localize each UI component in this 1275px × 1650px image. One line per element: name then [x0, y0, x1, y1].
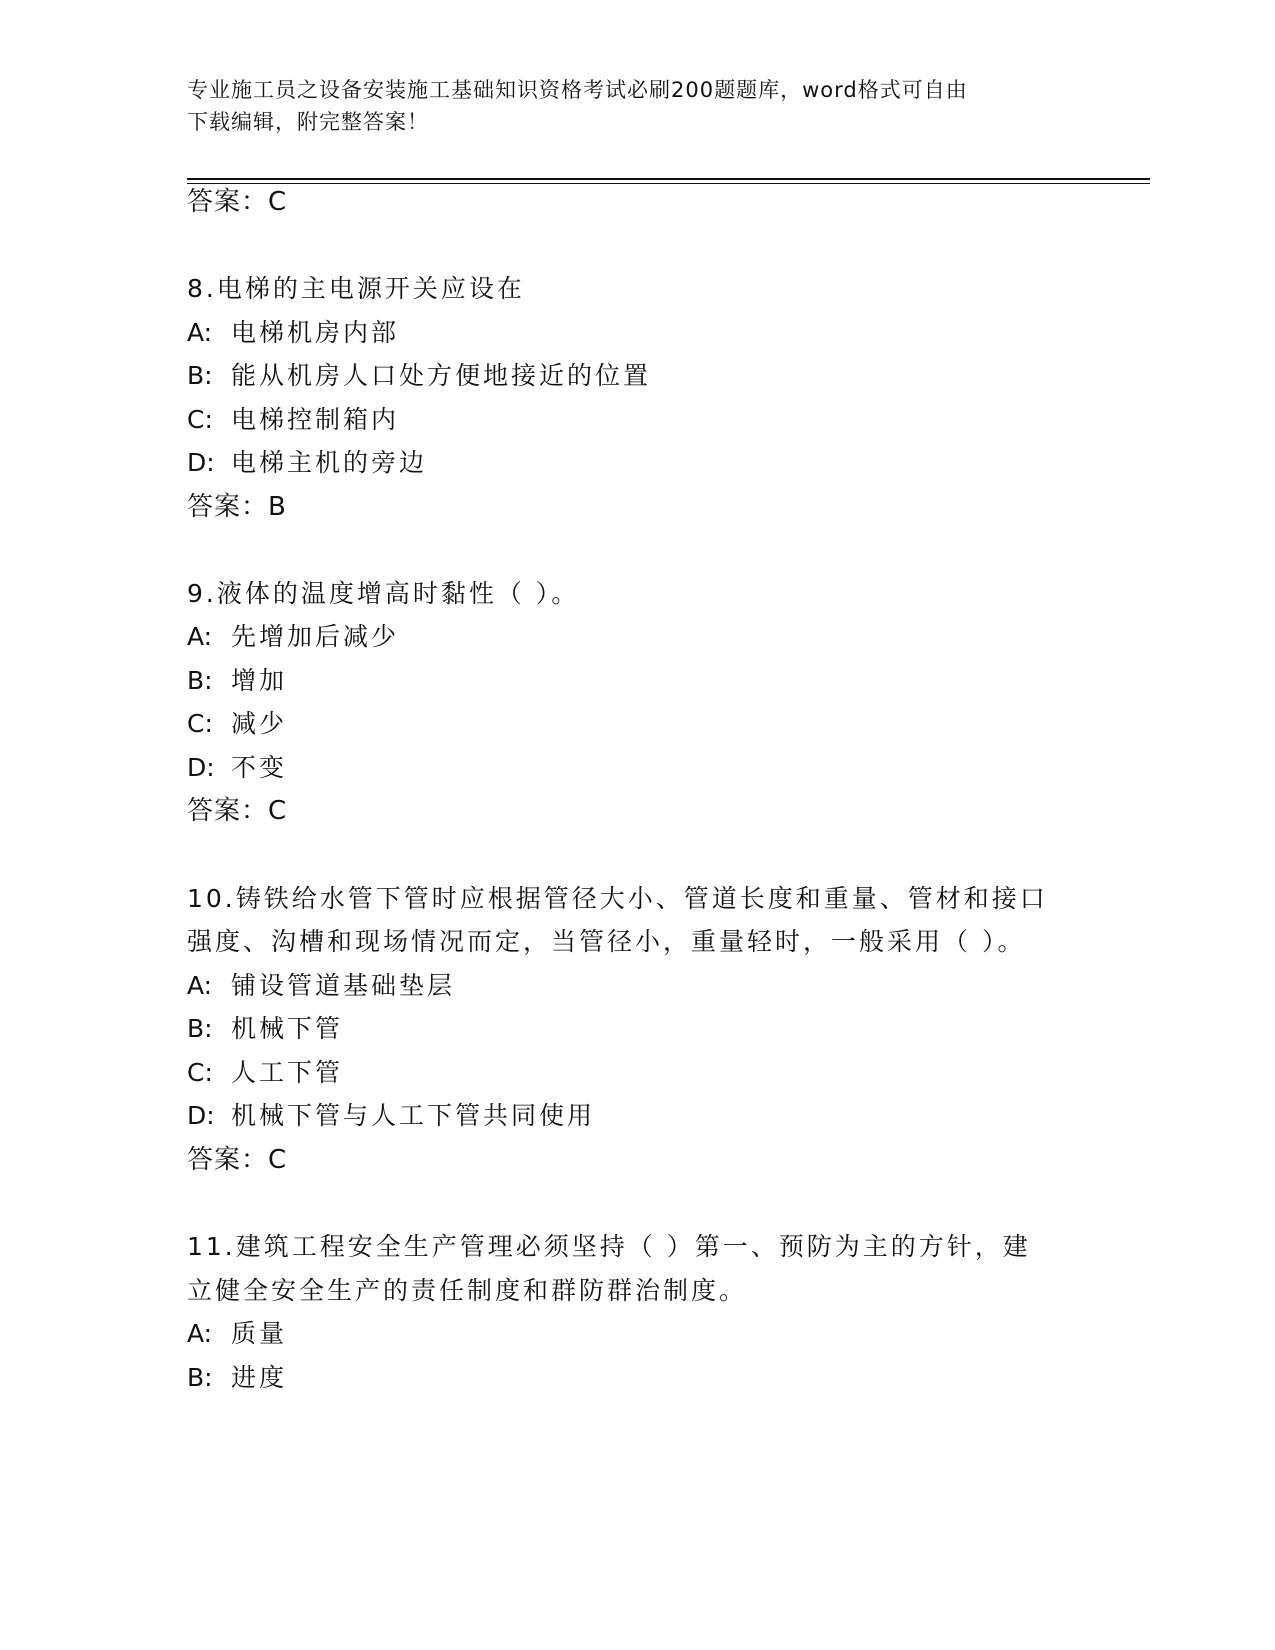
option-line	[187, 358, 651, 394]
question-9-stem: 9.液体的温度增高时黏性（ ）。	[187, 579, 580, 608]
question-11-stem-line-1: 11.建筑工程安全生产管理必须坚持（ ）第一、预防为主的方针，建	[187, 1232, 1031, 1261]
option-text: 人工下管	[231, 1058, 344, 1087]
document-header	[187, 74, 1087, 138]
option-text: 能从机房人口处方便地接近的位置	[231, 361, 652, 390]
option-letter: C:	[187, 1058, 213, 1087]
option-letter: A:	[187, 318, 213, 347]
option-text: 质量	[231, 1319, 288, 1348]
option-line	[187, 1098, 595, 1134]
answer-value: B	[268, 492, 287, 522]
option-text: 进度	[231, 1363, 288, 1392]
option-letter: C:	[187, 709, 213, 738]
answer-value: C	[268, 187, 288, 217]
option-text: 电梯主机的旁边	[231, 448, 428, 477]
option-letter: B:	[187, 1363, 213, 1392]
option-letter: D:	[187, 753, 215, 782]
header-divider-thin	[187, 183, 1150, 184]
answer-label: 答案：	[187, 492, 269, 522]
option-text: 机械下管	[231, 1014, 344, 1043]
option-line	[187, 1360, 287, 1396]
option-line	[187, 750, 287, 786]
question-8-stem: 8.电梯的主电源开关应设在	[187, 274, 525, 303]
answer-label: 答案：	[187, 187, 269, 217]
option-line	[187, 706, 287, 742]
option-text: 不变	[231, 753, 288, 782]
answer-value: C	[268, 796, 288, 826]
option-text: 电梯控制箱内	[231, 405, 400, 434]
header-line-2: 下载编辑，附完整答案！	[187, 110, 429, 134]
option-line	[187, 1316, 287, 1352]
option-line	[187, 1011, 343, 1047]
option-text: 减少	[231, 709, 288, 738]
question-11-stem-line-2: 立健全安全生产的责任制度和群防群治制度。	[187, 1276, 748, 1305]
option-letter: B:	[187, 666, 213, 695]
option-line	[187, 663, 287, 699]
option-letter: B:	[187, 1014, 213, 1043]
option-letter: A:	[187, 622, 213, 651]
option-text: 增加	[231, 666, 288, 695]
option-text: 先增加后减少	[231, 622, 400, 651]
option-line	[187, 445, 427, 481]
answer-line	[187, 793, 287, 829]
option-letter: A:	[187, 971, 213, 1000]
answer-line	[187, 1142, 287, 1178]
option-line	[187, 402, 399, 438]
option-text: 电梯机房内部	[231, 318, 400, 347]
question-10-stem-line-2: 强度、沟槽和现场情况而定，当管径小，重量轻时，一般采用（ ）。	[187, 927, 1026, 956]
option-letter: D:	[187, 448, 215, 477]
answer-label: 答案：	[187, 796, 269, 826]
option-text: 铺设管道基础垫层	[231, 971, 456, 1000]
option-letter: D:	[187, 1101, 215, 1130]
answer-line	[187, 184, 287, 220]
option-line	[187, 968, 455, 1004]
option-line	[187, 619, 399, 655]
option-text: 机械下管与人工下管共同使用	[231, 1101, 596, 1130]
option-letter: B:	[187, 361, 213, 390]
option-letter: C:	[187, 405, 213, 434]
answer-value: C	[268, 1145, 288, 1175]
option-letter: A:	[187, 1319, 213, 1348]
answer-label: 答案：	[187, 1145, 269, 1175]
header-divider-thick	[187, 178, 1150, 180]
answer-line	[187, 489, 287, 525]
question-10-stem-line-1: 10.铸铁给水管下管时应根据管径大小、管道长度和重量、管材和接口	[187, 884, 1048, 913]
option-line	[187, 315, 399, 351]
option-line	[187, 1055, 343, 1091]
header-line-1: 专业施工员之设备安装施工基础知识资格考试必刷200题题库，word格式可自由	[187, 78, 968, 102]
